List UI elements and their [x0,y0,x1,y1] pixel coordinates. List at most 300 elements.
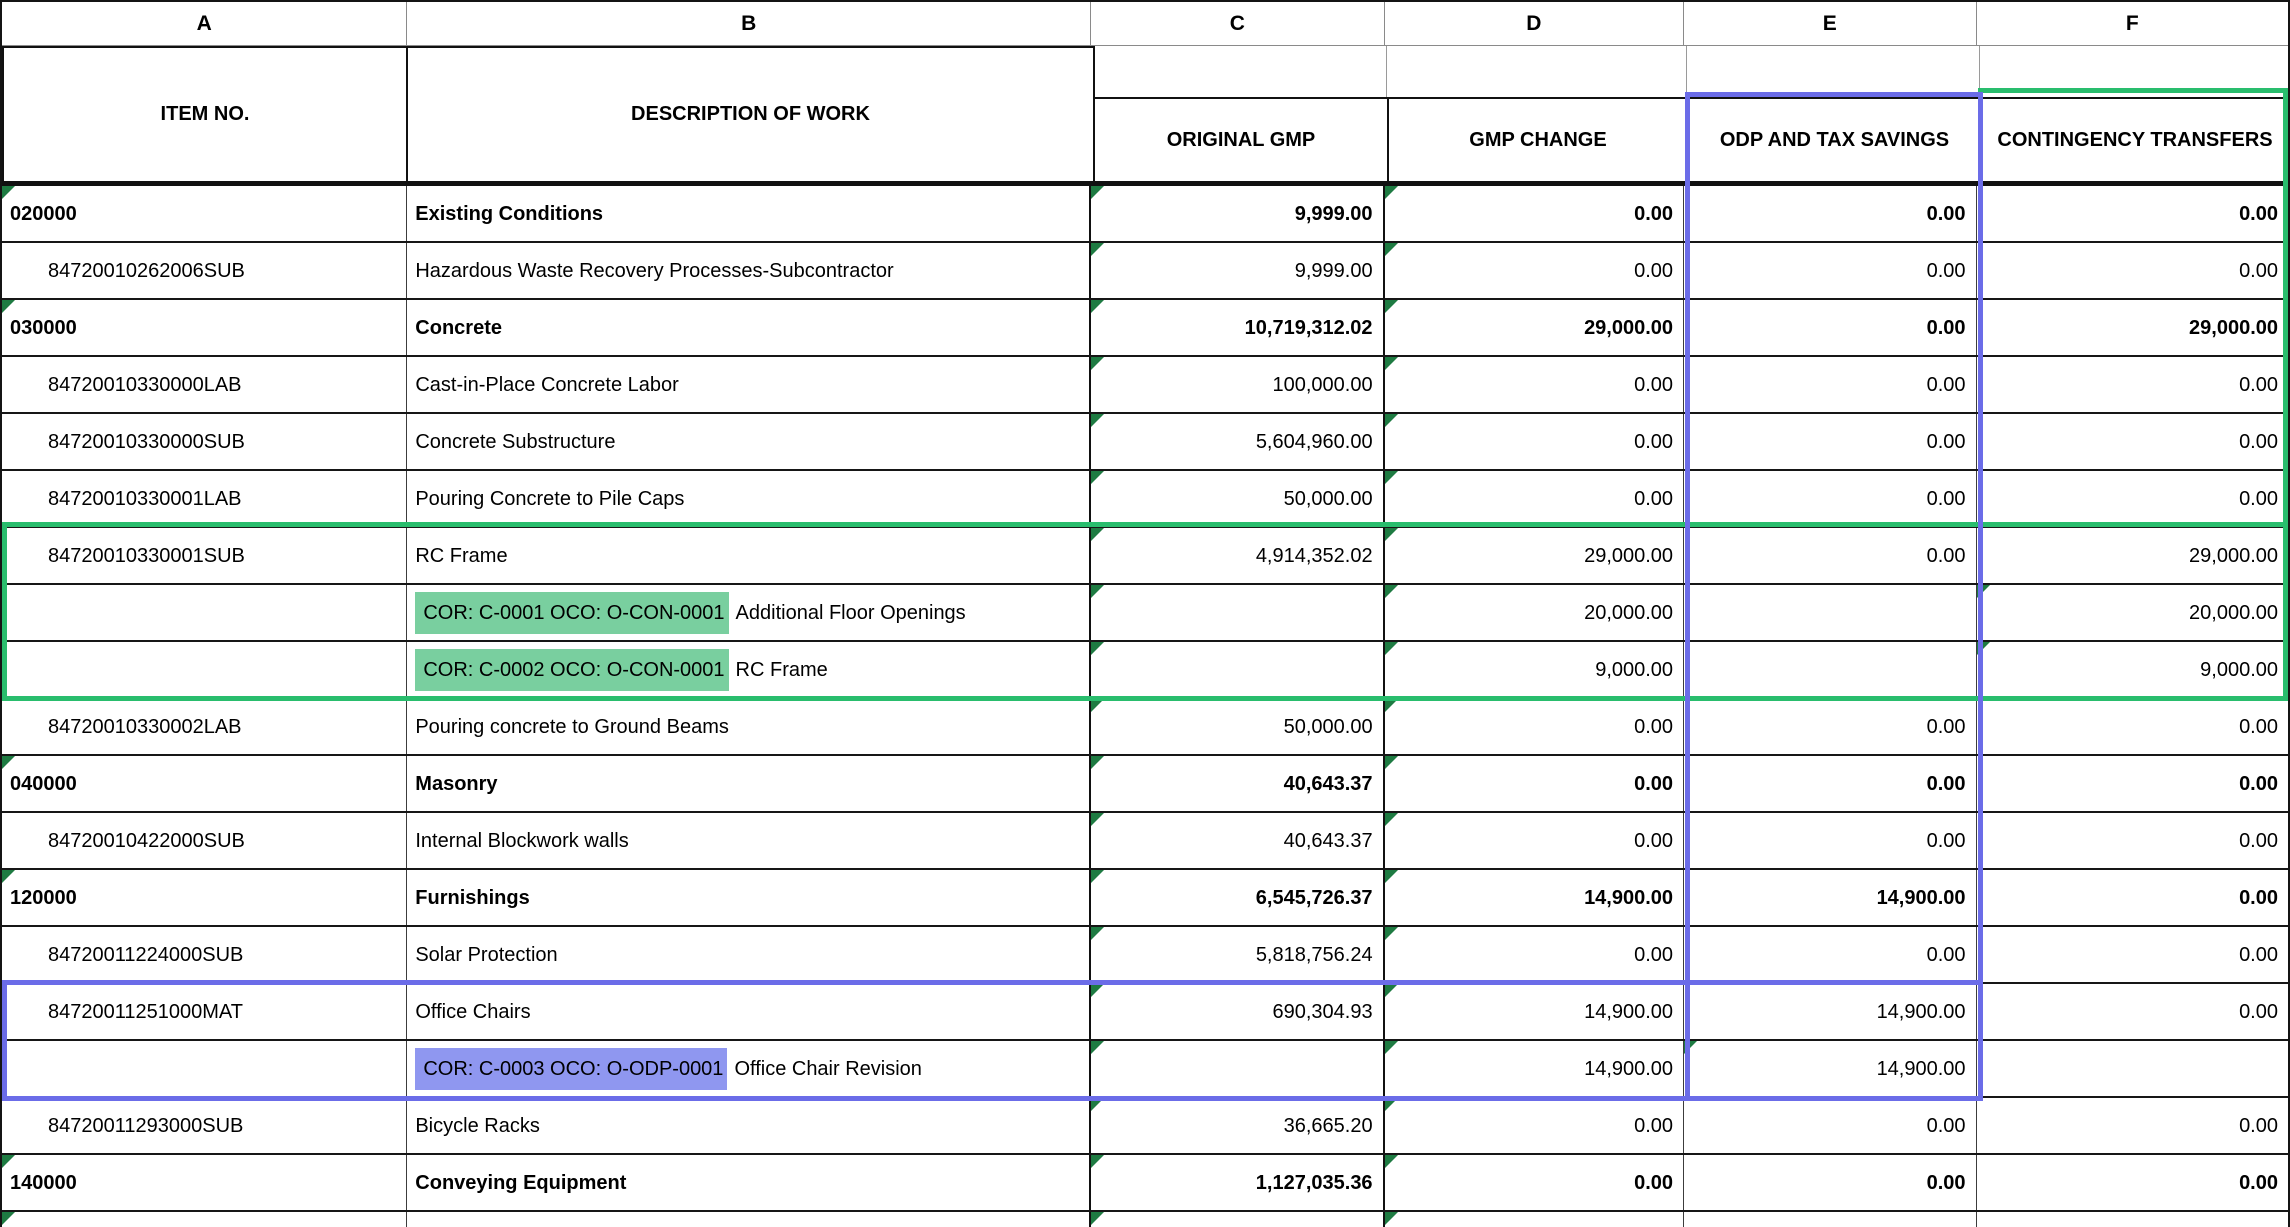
cell-text: 0.00 [1634,772,1674,795]
cell-original-gmp[interactable] [1091,813,1384,868]
blank-cell-d[interactable] [1387,46,1687,97]
formula-indicator-triangle-icon [1385,1212,1398,1225]
cell-text: 0.00 [2239,1114,2278,1137]
cell-text: 0.00 [1926,1114,1966,1137]
cell-text: 1,127,035.36 [1255,1171,1373,1194]
table-row [2,870,2288,927]
cell-text: Internal Blockwork walls [415,829,629,852]
cell-text: 0.00 [1634,373,1674,396]
header-gmp-change[interactable]: GMP CHANGE [1387,97,1689,183]
formula-indicator-triangle-icon [1091,642,1104,655]
cell-text: Furnishings [415,886,530,909]
table-row [2,585,2288,642]
formula-indicator-triangle-icon [1091,471,1104,484]
cell-text: 6,545,726.37 [1255,886,1373,909]
cell-original-gmp[interactable] [1091,699,1384,754]
cell-text: 36,665.20 [1283,1114,1373,1137]
cell-text: 14,900.00 [1876,886,1966,909]
column-letter-row [2,0,2288,46]
cell-gmp-change[interactable] [1385,300,1684,355]
table-row [2,243,2288,300]
cell-text: 0.00 [1634,715,1674,738]
cell-odp-tax-savings[interactable] [1684,642,1976,697]
grid-body [2,186,2288,1227]
cell-contingency-transfers[interactable] [1977,870,2288,925]
formula-indicator-triangle-icon [1091,984,1104,997]
cell-description[interactable] [407,1041,1091,1096]
cell-gmp-change[interactable] [1385,528,1684,583]
cell-gmp-change[interactable] [1385,1212,1684,1227]
header-original-gmp[interactable]: ORIGINAL GMP [1093,97,1389,183]
cell-contingency-transfers[interactable] [1977,1155,2288,1210]
cell-contingency-transfers[interactable] [1977,471,2288,526]
header-item-no[interactable]: ITEM NO. [2,46,408,183]
cor-reference-highlight-green: COR: C-0001 OCO: O-CON-0001 [415,592,728,634]
cell-original-gmp[interactable] [1091,1098,1384,1153]
column-header-f[interactable]: F [2125,11,2139,35]
cell-gmp-change[interactable] [1385,414,1684,469]
cell-contingency-transfers[interactable] [1977,300,2288,355]
cell-text: 040000 [10,772,77,795]
cell-item-no[interactable] [2,186,407,241]
cell-contingency-transfers[interactable] [1977,813,2288,868]
cor-description-text: RC Frame [735,658,828,681]
cell-description[interactable] [407,927,1091,982]
cell-odp-tax-savings[interactable] [1684,357,1976,412]
cell-odp-tax-savings[interactable] [1684,186,1977,241]
cell-text: 0.00 [2239,829,2278,852]
cell-original-gmp[interactable] [1091,186,1385,241]
cell-contingency-transfers[interactable] [1977,1098,2288,1153]
cell-gmp-change[interactable] [1385,699,1684,754]
cell-item-no[interactable] [2,699,407,754]
formula-indicator-triangle-icon [1091,927,1104,940]
formula-indicator-triangle-icon [1091,585,1104,598]
cell-text: 0.00 [2239,886,2278,909]
cell-text: 84720010330000SUB [48,430,245,453]
cell-gmp-change[interactable] [1385,243,1684,298]
header-odp-and-tax-savings[interactable]: ODP AND TAX SAVINGS [1687,97,1982,183]
cell-text: 84720011293000SUB [48,1114,244,1137]
formula-indicator-triangle-icon [1091,186,1104,199]
cell-item-no[interactable] [2,642,407,697]
table-row [2,471,2288,528]
cell-gmp-change[interactable] [1385,357,1684,412]
cell-text: 0.00 [1634,487,1674,510]
cell-gmp-change[interactable] [1385,585,1684,640]
cell-description[interactable] [407,414,1091,469]
cell-text: 0.00 [2239,202,2278,225]
cell-text: 5,818,756.24 [1255,943,1373,966]
cell-text: Pouring Concrete to Pile Caps [415,487,685,510]
table-row [2,528,2288,585]
cell-text: Bicycle Racks [415,1114,540,1137]
cell-text: 20,000.00 [2189,601,2278,624]
formula-indicator-triangle-icon [1977,642,1990,655]
cell-text: Existing Conditions [415,202,604,225]
formula-indicator-triangle-icon [1385,243,1398,256]
formula-indicator-triangle-icon [1091,813,1104,826]
header-contingency-transfers[interactable]: CONTINGENCY TRANSFERS [1980,97,2290,183]
cell-text: 84720010262006SUB [48,259,245,282]
cell-text: 84720010330001SUB [48,544,245,567]
cell-text: 0.00 [1926,943,1966,966]
formula-indicator-triangle-icon [1385,756,1398,769]
cell-text: 0.00 [1926,1171,1966,1194]
cell-item-no[interactable] [2,243,407,298]
cell-original-gmp[interactable] [1091,585,1384,640]
cell-description[interactable] [407,300,1091,355]
cell-text: 0.00 [2239,487,2278,510]
cell-odp-tax-savings[interactable] [1684,528,1976,583]
cell-contingency-transfers[interactable] [1977,1212,2288,1227]
cell-text: 0.00 [2239,943,2278,966]
cell-text: 29,000.00 [1584,544,1674,567]
formula-indicator-triangle-icon [1385,357,1398,370]
formula-indicator-triangle-icon [2,1212,15,1225]
cell-text: 9,999.00 [1294,259,1373,282]
cell-text: Masonry [415,772,498,795]
cell-original-gmp[interactable] [1091,756,1385,811]
table-row [2,1212,2288,1227]
cell-odp-tax-savings[interactable] [1684,1155,1977,1210]
cell-text: 50,000.00 [1283,715,1373,738]
cell-item-no[interactable] [2,357,407,412]
cell-text: 0.00 [1926,202,1966,225]
cell-gmp-change[interactable] [1385,1098,1684,1153]
cell-text: 020000 [10,202,77,225]
table-row [2,1155,2288,1212]
column-header-c[interactable]: C [1091,2,1384,45]
cell-item-no[interactable] [2,1041,407,1096]
cell-original-gmp[interactable] [1091,1212,1385,1227]
formula-indicator-triangle-icon [1091,300,1104,313]
cell-item-no[interactable] [2,927,407,982]
cell-contingency-transfers[interactable] [1977,756,2288,811]
cell-odp-tax-savings[interactable] [1684,585,1976,640]
formula-indicator-triangle-icon [1091,243,1104,256]
cell-odp-tax-savings[interactable] [1684,1212,1977,1227]
formula-indicator-triangle-icon [2,756,15,769]
cell-text: 14,900.00 [1584,1057,1674,1080]
cell-text: Office Chairs [415,1000,531,1023]
cell-description[interactable] [407,585,1091,640]
cell-text: 84720011251000MAT [48,1000,243,1023]
column-header-d[interactable]: D [1385,2,1684,45]
column-header-e[interactable]: E [1684,2,1976,45]
cell-original-gmp[interactable] [1091,414,1384,469]
cell-text: 9,000.00 [1595,658,1674,681]
cell-text: 29,000.00 [2189,544,2278,567]
cell-contingency-transfers[interactable] [1977,528,2288,583]
cell-odp-tax-savings[interactable] [1684,300,1977,355]
cell-item-no[interactable] [2,984,407,1039]
cell-text: 20,000.00 [1584,601,1674,624]
blank-cell-c[interactable] [1093,46,1387,97]
table-row [2,642,2288,699]
cell-text: 0.00 [2239,1000,2278,1023]
cell-contingency-transfers[interactable] [1977,414,2288,469]
formula-indicator-triangle-icon [1091,414,1104,427]
cell-text: 9,000.00 [2200,658,2278,681]
formula-indicator-triangle-icon [1385,585,1398,598]
formula-indicator-triangle-icon [1385,300,1398,313]
cell-text: 0.00 [1634,1171,1674,1194]
cell-gmp-change[interactable] [1385,1155,1684,1210]
cell-odp-tax-savings[interactable] [1684,1041,1976,1096]
formula-indicator-triangle-icon [1385,642,1398,655]
cell-text: 0.00 [1926,316,1966,339]
cell-original-gmp[interactable] [1091,528,1384,583]
formula-indicator-triangle-icon [1385,1041,1398,1054]
formula-indicator-triangle-icon [1977,585,1990,598]
cell-contingency-transfers[interactable] [1977,1041,2288,1096]
cell-text: 0.00 [1634,259,1674,282]
cell-original-gmp[interactable] [1091,1041,1384,1096]
formula-indicator-triangle-icon [1091,756,1104,769]
cell-text: 140000 [10,1171,77,1194]
table-row [2,414,2288,471]
cell-text: Cast-in-Place Concrete Labor [415,373,679,396]
cell-description[interactable] [407,813,1091,868]
cell-item-no[interactable] [2,300,407,355]
cor-reference-highlight-green: COR: C-0002 OCO: O-CON-0001 [415,649,728,691]
cell-gmp-change[interactable] [1385,756,1684,811]
cell-text: RC Frame [415,544,508,567]
cell-description[interactable] [407,699,1091,754]
cell-text: 0.00 [1634,829,1674,852]
cell-text: 0.00 [1926,373,1966,396]
cell-text: 29,000.00 [2189,316,2278,339]
cell-gmp-change[interactable] [1385,870,1684,925]
cell-gmp-change[interactable] [1385,813,1684,868]
formula-indicator-triangle-icon [1385,1155,1398,1168]
cor-reference-highlight-blue: COR: C-0003 OCO: O-ODP-0001 [415,1048,727,1090]
cell-text: 0.00 [1634,202,1674,225]
cell-original-gmp[interactable] [1091,927,1384,982]
cell-text: 0.00 [1926,259,1966,282]
cell-text: 14,900.00 [1584,1000,1674,1023]
cell-text: 14,900.00 [1584,886,1674,909]
table-row [2,984,2288,1041]
table-row [2,357,2288,414]
cell-description[interactable] [407,642,1091,697]
cell-text: 0.00 [1926,715,1966,738]
formula-indicator-triangle-icon [1385,414,1398,427]
cell-original-gmp[interactable] [1091,1155,1385,1210]
cell-text: 84720010330000LAB [48,373,242,396]
cell-item-no[interactable] [2,414,407,469]
blank-cell-e[interactable] [1687,46,1980,97]
cor-description-text: Additional Floor Openings [735,601,966,624]
formula-indicator-triangle-icon [1091,528,1104,541]
cell-text: 50,000.00 [1283,487,1373,510]
cell-gmp-change[interactable] [1385,471,1684,526]
formula-indicator-triangle-icon [1091,1155,1104,1168]
cell-contingency-transfers[interactable] [1977,243,2288,298]
cell-text: 030000 [10,316,77,339]
cell-text: 84720010422000SUB [48,829,245,852]
cell-text: 29,000.00 [1584,316,1674,339]
cell-text: 0.00 [2239,259,2278,282]
cell-odp-tax-savings[interactable] [1684,1098,1976,1153]
cell-item-no[interactable] [2,870,407,925]
cell-text: 10,719,312.02 [1244,316,1373,339]
table-row [2,813,2288,870]
cell-text: 84720010330002LAB [48,715,242,738]
formula-indicator-triangle-icon [1385,528,1398,541]
table-header [2,46,2288,186]
cell-text: 0.00 [1926,772,1966,795]
cell-description[interactable] [407,1212,1091,1227]
formula-indicator-triangle-icon [1091,357,1104,370]
cell-contingency-transfers[interactable] [1977,585,2288,640]
cell-text: 0.00 [2239,772,2278,795]
cell-odp-tax-savings[interactable] [1684,414,1976,469]
cell-odp-tax-savings[interactable] [1684,984,1976,1039]
cell-description[interactable] [407,471,1091,526]
table-row [2,186,2288,243]
formula-indicator-triangle-icon [1385,813,1398,826]
formula-indicator-triangle-icon [1091,870,1104,883]
cell-text: 14,900.00 [1876,1000,1966,1023]
cell-text: Concrete [415,316,502,339]
formula-indicator-triangle-icon [1385,699,1398,712]
cell-text: 690,304.93 [1272,1000,1373,1023]
cell-original-gmp[interactable] [1091,357,1384,412]
formula-indicator-triangle-icon [2,1155,15,1168]
cell-text: 0.00 [1926,487,1966,510]
cell-gmp-change[interactable] [1385,1041,1684,1096]
cell-text: Hazardous Waste Recovery Processes-Subcontractor [415,259,894,282]
cell-odp-tax-savings[interactable] [1684,699,1976,754]
cell-item-no[interactable] [2,756,407,811]
cell-text: Solar Protection [415,943,558,966]
cell-text: 40,643.37 [1283,772,1373,795]
cell-text: 84720011224000SUB [48,943,244,966]
cell-gmp-change[interactable] [1385,642,1684,697]
cell-text: Pouring concrete to Ground Beams [415,715,729,738]
cell-odp-tax-savings[interactable] [1684,870,1977,925]
cell-odp-tax-savings[interactable] [1684,756,1977,811]
cell-description[interactable] [407,528,1091,583]
cell-contingency-transfers[interactable] [1977,357,2288,412]
cell-description[interactable] [407,984,1091,1039]
cell-text: 9,999.00 [1294,202,1373,225]
formula-indicator-triangle-icon [2,186,15,199]
formula-indicator-triangle-icon [1385,927,1398,940]
formula-indicator-triangle-icon [1385,870,1398,883]
table-row [2,699,2288,756]
cell-contingency-transfers[interactable] [1977,984,2288,1039]
cell-item-no[interactable] [2,1212,407,1227]
formula-indicator-triangle-icon [1091,1098,1104,1111]
formula-indicator-triangle-icon [1385,471,1398,484]
cell-text: 120000 [10,886,77,909]
cor-description-text: Office Chair Revision [734,1057,922,1080]
cell-item-no[interactable] [2,813,407,868]
cell-contingency-transfers[interactable] [1977,186,2288,241]
cell-text: 0.00 [1634,1114,1674,1137]
cell-text: 14,900.00 [1876,1057,1966,1080]
cell-original-gmp[interactable] [1091,471,1384,526]
cell-text: Concrete Substructure [415,430,616,453]
cell-gmp-change[interactable] [1385,186,1684,241]
cell-gmp-change[interactable] [1385,927,1684,982]
cell-text: 0.00 [1634,943,1674,966]
cell-text: 100,000.00 [1272,373,1373,396]
cell-description[interactable] [407,357,1091,412]
cell-odp-tax-savings[interactable] [1684,813,1976,868]
cell-contingency-transfers[interactable] [1977,642,2288,697]
cell-description[interactable] [407,1155,1091,1210]
cell-text: 0.00 [2239,373,2278,396]
cell-text: Conveying Equipment [415,1171,627,1194]
cell-contingency-transfers[interactable] [1977,699,2288,754]
cell-description[interactable] [407,1098,1091,1153]
cell-text: 40,643.37 [1283,829,1373,852]
cell-text: 0.00 [1926,544,1966,567]
header-description-of-work[interactable]: DESCRIPTION OF WORK [406,46,1095,183]
formula-indicator-triangle-icon [1385,984,1398,997]
cell-original-gmp[interactable] [1091,870,1385,925]
formula-indicator-triangle-icon [2,300,15,313]
cell-item-no[interactable] [2,471,407,526]
table-row [2,756,2288,813]
formula-indicator-triangle-icon [1091,699,1104,712]
cell-odp-tax-savings[interactable] [1684,243,1976,298]
cell-odp-tax-savings[interactable] [1684,927,1976,982]
formula-indicator-triangle-icon [1684,1041,1697,1054]
cell-text: 5,604,960.00 [1255,430,1373,453]
cell-odp-tax-savings[interactable] [1684,471,1976,526]
cell-text: 0.00 [1634,430,1674,453]
cell-text: 0.00 [2239,715,2278,738]
formula-indicator-triangle-icon [1091,1212,1104,1225]
column-header-b[interactable]: B [407,2,1091,45]
table-row [2,1041,2288,1098]
cell-text: 4,914,352.02 [1255,544,1373,567]
cell-contingency-transfers[interactable] [1977,927,2288,982]
blank-cell-f[interactable] [1980,46,2290,97]
cell-gmp-change[interactable] [1385,984,1684,1039]
cell-item-no[interactable] [2,585,407,640]
cell-text: 0.00 [1926,430,1966,453]
cell-original-gmp[interactable] [1091,984,1384,1039]
cell-item-no[interactable] [2,1155,407,1210]
cell-item-no[interactable] [2,1098,407,1153]
column-header-a[interactable]: A [2,2,407,45]
cell-description[interactable] [407,243,1091,298]
cell-original-gmp[interactable] [1091,243,1384,298]
cell-text: 84720010330001LAB [48,487,242,510]
cell-description[interactable] [407,756,1091,811]
cell-description[interactable] [407,186,1091,241]
cell-original-gmp[interactable] [1091,300,1385,355]
table-row [2,300,2288,357]
formula-indicator-triangle-icon [1091,1041,1104,1054]
cell-description[interactable] [407,870,1091,925]
table-row [2,927,2288,984]
table-row [2,1098,2288,1155]
cell-text: 0.00 [2239,1171,2278,1194]
cell-original-gmp[interactable] [1091,642,1384,697]
cell-text: 0.00 [1926,829,1966,852]
formula-indicator-triangle-icon [2,870,15,883]
formula-indicator-triangle-icon [1385,1098,1398,1111]
formula-indicator-triangle-icon [1385,186,1398,199]
cell-item-no[interactable] [2,528,407,583]
